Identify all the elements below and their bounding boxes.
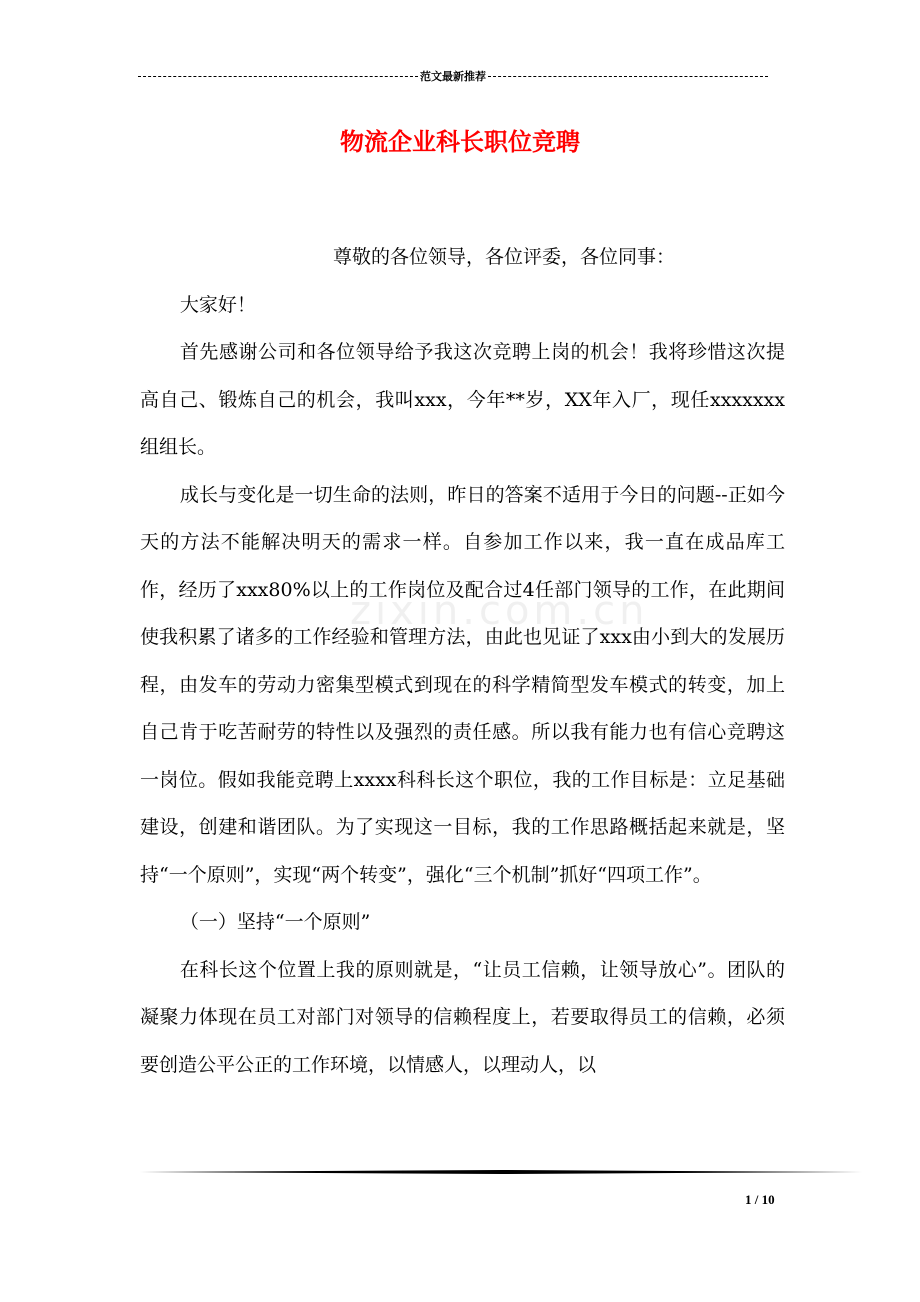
header-dashes-right — [488, 76, 768, 77]
intro-paragraph: 首先感谢公司和各位领导给予我这次竞聘上岗的机会！我将珍惜这次提高自己、锻炼自己的机会，我叫xxx，今年**岁，XX年入厂，现任xxxxxxx组组长。 — [140, 341, 785, 458]
document-body — [140, 234, 785, 1089]
document-title: 物流企业科长职位竞聘 — [340, 128, 580, 156]
section-heading: （一）坚持“一个原则” — [179, 911, 371, 933]
footer-rule — [140, 1170, 862, 1174]
salutation-paragraph: 尊敬的各位领导，各位评委，各位同事： — [333, 246, 676, 268]
header-dashes-left — [138, 76, 418, 77]
header-banner — [138, 68, 768, 84]
page-number: 1 / 10 — [745, 1192, 775, 1207]
greeting-paragraph: 大家好！ — [179, 293, 256, 316]
header-label: 范文最新推荐 — [420, 70, 486, 83]
watermark-text: zixin.com.cn — [350, 588, 649, 634]
principle-paragraph: 在科长这个位置上我的原则就是，“让员工信赖，让领导放心”。团队的凝聚力体现在员工对部门对领导的信赖程度上，若要取得员工的信赖，必须要创造公平公正的工作环境，以情感人，以理动人，以 — [140, 958, 785, 1076]
experience-paragraph: 成长与变化是一切生命的法则，昨日的答案不适用于今日的问题--正如今天的方法不能解决明天的需求一样。自参加工作以来，我一直在成品库工作，经历了xxx80%以上的工作岗位及配合过4任部门领导的工作，在此期间使我积累了诸多的工作经验和管理方法，由此也见证了xxx由小到大的发展历程，由发车的劳动力密集型模式到现在的科学精简型发车模式的转变，加上自己肯于吃苦耐劳的特性以及强烈的责任感。所以我有能力也有信心竞聘这一岗位。假如我能竞聘上xxxx科科长这个职位，我的工作目标是：立足基础建设，创建和谐团队。为了实现这一目标，我的工作思路概括起来就是，坚持“一个原则”，实现“两个转变”，强化“三个机制”抓好“四项工作”。 — [140, 483, 785, 886]
